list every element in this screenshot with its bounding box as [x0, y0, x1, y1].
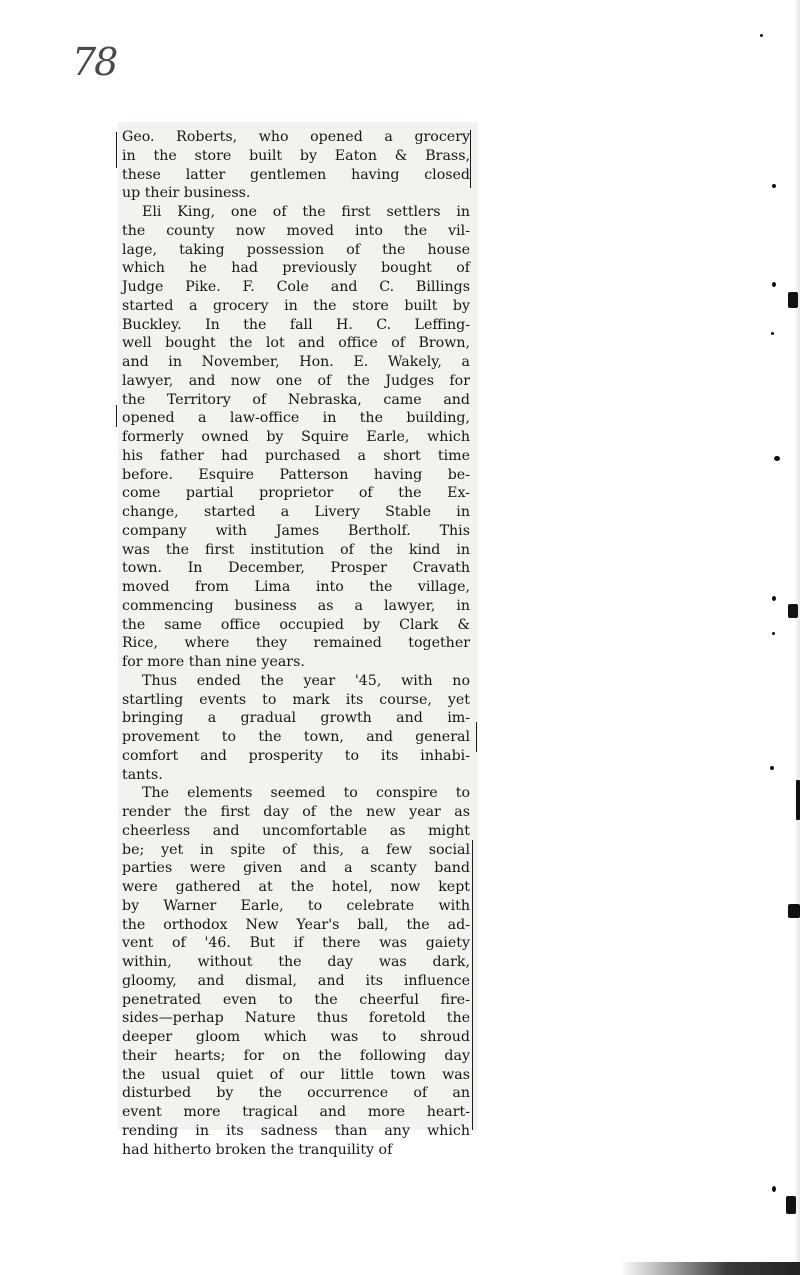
scan-speck — [796, 780, 800, 820]
scan-speck — [788, 292, 798, 308]
article-line: come partial proprietor of the Ex- — [122, 485, 470, 502]
article-line: the usual quiet of our little town was — [122, 1066, 470, 1083]
article-line: be; yet in spite of this, a few social — [122, 841, 470, 858]
article-line: these latter gentlemen having closed — [122, 166, 470, 183]
article-line: formerly owned by Squire Earle, which — [122, 429, 470, 445]
scan-speck — [760, 34, 763, 37]
article-line: was the first institution of the kind in — [122, 541, 470, 558]
clipping-right-edge — [472, 840, 473, 1130]
article-line: deeper gloom which was to shroud — [122, 1029, 470, 1045]
scan-speck — [770, 766, 774, 770]
article-line: parties were given and a scanty band — [122, 860, 470, 877]
clipping-right-edge — [476, 722, 477, 752]
article-column — [122, 128, 470, 1159]
article-line: were gathered at the hotel, now kept — [122, 879, 470, 895]
article-line: well bought the lot and office of Brown, — [122, 335, 470, 352]
article-line: their hearts; for on the following day — [122, 1047, 470, 1064]
scan-speck — [786, 1196, 796, 1214]
article-line: Geo. Roberts, who opened a grocery — [122, 129, 470, 145]
article-line: the county now moved into the vil- — [122, 222, 470, 239]
scan-shadow — [620, 1262, 800, 1275]
scan-speck — [774, 456, 780, 461]
scan-speck — [772, 1186, 776, 1192]
scan-speck — [772, 282, 776, 287]
article-line: The elements seemed to conspire to — [142, 785, 470, 802]
article-line: render the first day of the new year as — [122, 804, 470, 820]
article-line: penetrated even to the cheerful fire- — [122, 991, 470, 1008]
article-line: bringing a gradual growth and im- — [122, 710, 470, 727]
article-line: within, without the day was dark, — [122, 954, 470, 970]
clipping-left-edge — [116, 132, 117, 168]
article-line: comfort and prosperity to its inhabi- — [122, 747, 470, 764]
scan-speck — [772, 184, 776, 188]
article-line: moved from Lima into the village, — [122, 579, 470, 595]
scan-edge — [794, 0, 800, 1275]
article-line: had hitherto broken the tranquility of — [122, 1141, 393, 1158]
article-line: provement to the town, and general — [122, 729, 470, 745]
article-line: tants. — [122, 766, 163, 783]
scan-speck — [772, 632, 775, 635]
article-line: sides—perhap Nature thus foretold the — [122, 1010, 470, 1027]
article-line: event more tragical and more heart- — [122, 1104, 470, 1120]
article-line: started a grocery in the store built by — [122, 297, 470, 314]
article-line: cheerless and uncomfortable as might — [122, 822, 470, 839]
article-line: lawyer, and now one of the Judges for — [122, 372, 470, 389]
article-line: startling events to mark its course, yet — [122, 691, 470, 708]
article-line: company with James Bertholf. This — [122, 522, 470, 539]
article-line: opened a law-office in the building, — [122, 410, 470, 427]
scan-speck — [788, 604, 798, 618]
clipping-right-edge — [470, 130, 471, 188]
article-line: rending in its sadness than any which — [122, 1122, 470, 1139]
scan-speck — [772, 596, 776, 601]
article-line: which he had previously bought of — [122, 260, 470, 277]
article-line: vent of '46. But if there was gaiety — [122, 935, 470, 952]
article-line: in the store built by Eaton & Brass, — [122, 147, 470, 164]
clipping-left-edge — [116, 405, 117, 427]
article-line: and in November, Hon. E. Wakely, a — [122, 354, 470, 370]
article-line: Rice, where they remained together — [122, 635, 470, 652]
scan-speck — [771, 332, 774, 335]
article-line: disturbed by the occurrence of an — [122, 1085, 470, 1102]
article-line: Thus ended the year '45, with no — [142, 672, 470, 689]
article-line: change, started a Livery Stable in — [122, 504, 470, 520]
article-line: town. In December, Prosper Cravath — [122, 560, 470, 577]
article-line: Judge Pike. F. Cole and C. Billings — [122, 279, 470, 295]
article-line: lage, taking possession of the house — [122, 241, 470, 258]
article-line: for more than nine years. — [122, 654, 305, 670]
article-line: before. Esquire Patterson having be- — [122, 466, 470, 483]
article-line: Eli King, one of the first settlers in — [142, 204, 470, 220]
article-line: Buckley. In the fall H. C. Leffing- — [122, 316, 470, 333]
article-line: commencing business as a lawyer, in — [122, 597, 470, 614]
article-line: the orthodox New Year's ball, the ad- — [122, 916, 470, 933]
scan-speck — [788, 904, 800, 918]
page-number: 78 — [72, 40, 117, 84]
article-line: his father had purchased a short time — [122, 447, 470, 464]
article-line: the Territory of Nebraska, came and — [122, 391, 470, 408]
article-line: gloomy, and dismal, and its influence — [122, 972, 470, 989]
article-line: up their business. — [122, 185, 251, 202]
article-line: by Warner Earle, to celebrate with — [122, 897, 470, 914]
article-line: the same office occupied by Clark & — [122, 616, 470, 633]
